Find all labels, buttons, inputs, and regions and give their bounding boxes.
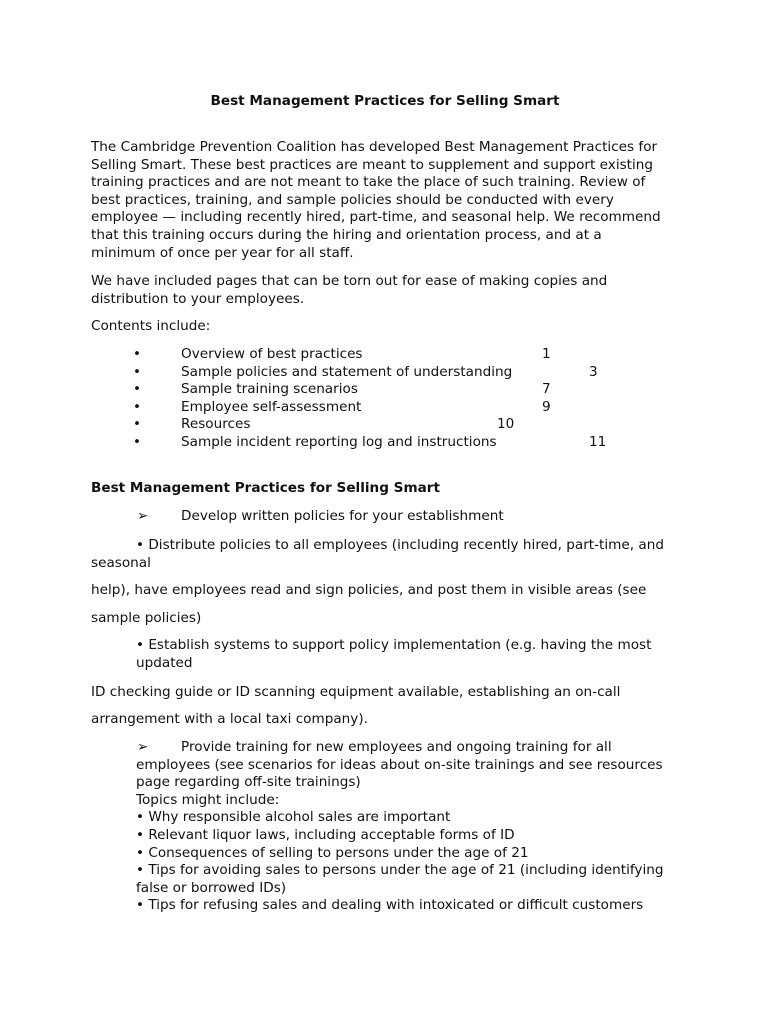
copies-line: distribution to your employees. <box>91 290 305 307</box>
bullet-icon: • <box>133 363 142 380</box>
intro-line: minimum of once per year for all staff. <box>91 244 354 261</box>
item2-line: false or borrowed IDs) <box>136 879 287 896</box>
item1-sub2-line: updated <box>136 654 193 671</box>
item1-sub2-line: • Establish systems to support policy implementation (e.g. having the most <box>136 637 652 653</box>
intro-line: training practices and are not meant to take the place of such training. Review of <box>91 174 646 191</box>
item2-line: • Tips for avoiding sales to persons under the age of 21 (including identifying <box>136 862 664 879</box>
contents-item-page: 11 <box>589 434 607 450</box>
item1-sub1-continuation: sample policies) <box>91 610 202 626</box>
section-heading: Best Management Practices for Selling Smart <box>91 480 441 496</box>
contents-item-page: 1 <box>542 346 551 362</box>
item2-line: • Consequences of selling to persons under the age of 21 <box>136 844 529 861</box>
arrow-icon: ➢ <box>137 508 149 524</box>
intro-line: The Cambridge Prevention Coalition has developed Best Management Practices for <box>91 139 658 155</box>
item2-line: • Relevant liquor laws, including acceptable forms of ID <box>136 827 515 843</box>
contents-label: Contents include: <box>91 318 211 334</box>
contents-item-page: 7 <box>542 381 551 398</box>
bullet-icon: • <box>133 398 142 415</box>
intro-line: that this training occurs during the hiring and orientation process, and at a <box>91 227 602 243</box>
intro-line: best practices, training, and sample policies should be conducted with every <box>91 191 614 208</box>
item2-line: • Tips for refusing sales and dealing with intoxicated or difficult customers <box>136 897 644 914</box>
item1-sub1-line: • Distribute policies to all employees (including recently hired, part-time, and <box>136 537 664 553</box>
item2-line: Topics might include: <box>136 791 280 808</box>
contents-item-page: 3 <box>589 363 598 380</box>
item1-sub2-continuation: ID checking guide or ID scanning equipment available, establishing an on-call <box>91 684 621 700</box>
item2-line: page regarding off-site trainings) <box>136 774 361 791</box>
item1-title: Develop written policies for your establishment <box>181 508 504 524</box>
copies-line: We have included pages that can be torn out for ease of making copies and <box>91 273 608 289</box>
contents-item-page: 9 <box>542 398 551 415</box>
contents-item-label: Resources <box>181 416 251 433</box>
contents-item-label: Sample policies and statement of understanding <box>181 363 513 380</box>
contents-item-label: Sample incident reporting log and instructions <box>181 434 497 450</box>
bullet-icon: • <box>133 416 142 433</box>
item2-line: • Why responsible alcohol sales are important <box>136 809 451 826</box>
item1-sub2-continuation: arrangement with a local taxi company). <box>91 711 368 727</box>
arrow-icon: ➢ <box>137 739 149 755</box>
contents-item-label: Overview of best practices <box>181 346 363 362</box>
bullet-icon: • <box>133 434 142 450</box>
bullet-icon: • <box>133 381 142 398</box>
item2-line: employees (see scenarios for ideas about on-site trainings and see resources <box>136 756 663 773</box>
item1-sub1-line: seasonal <box>91 554 151 571</box>
item2-title: Provide training for new employees and ongoing training for all <box>181 739 612 755</box>
intro-line: employee — including recently hired, part-time, and seasonal help. We recommend <box>91 209 661 226</box>
bullet-icon: • <box>133 346 142 362</box>
intro-line: Selling Smart. These best practices are meant to supplement and support existing <box>91 156 654 173</box>
contents-item-label: Sample training scenarios <box>181 381 358 398</box>
contents-item-label: Employee self-assessment <box>181 398 362 415</box>
document-title: Best Management Practices for Selling Smart <box>210 93 560 109</box>
item1-sub1-continuation: help), have employees read and sign policies, and post them in visible areas (see <box>91 582 647 598</box>
contents-item-page: 10 <box>497 416 515 433</box>
